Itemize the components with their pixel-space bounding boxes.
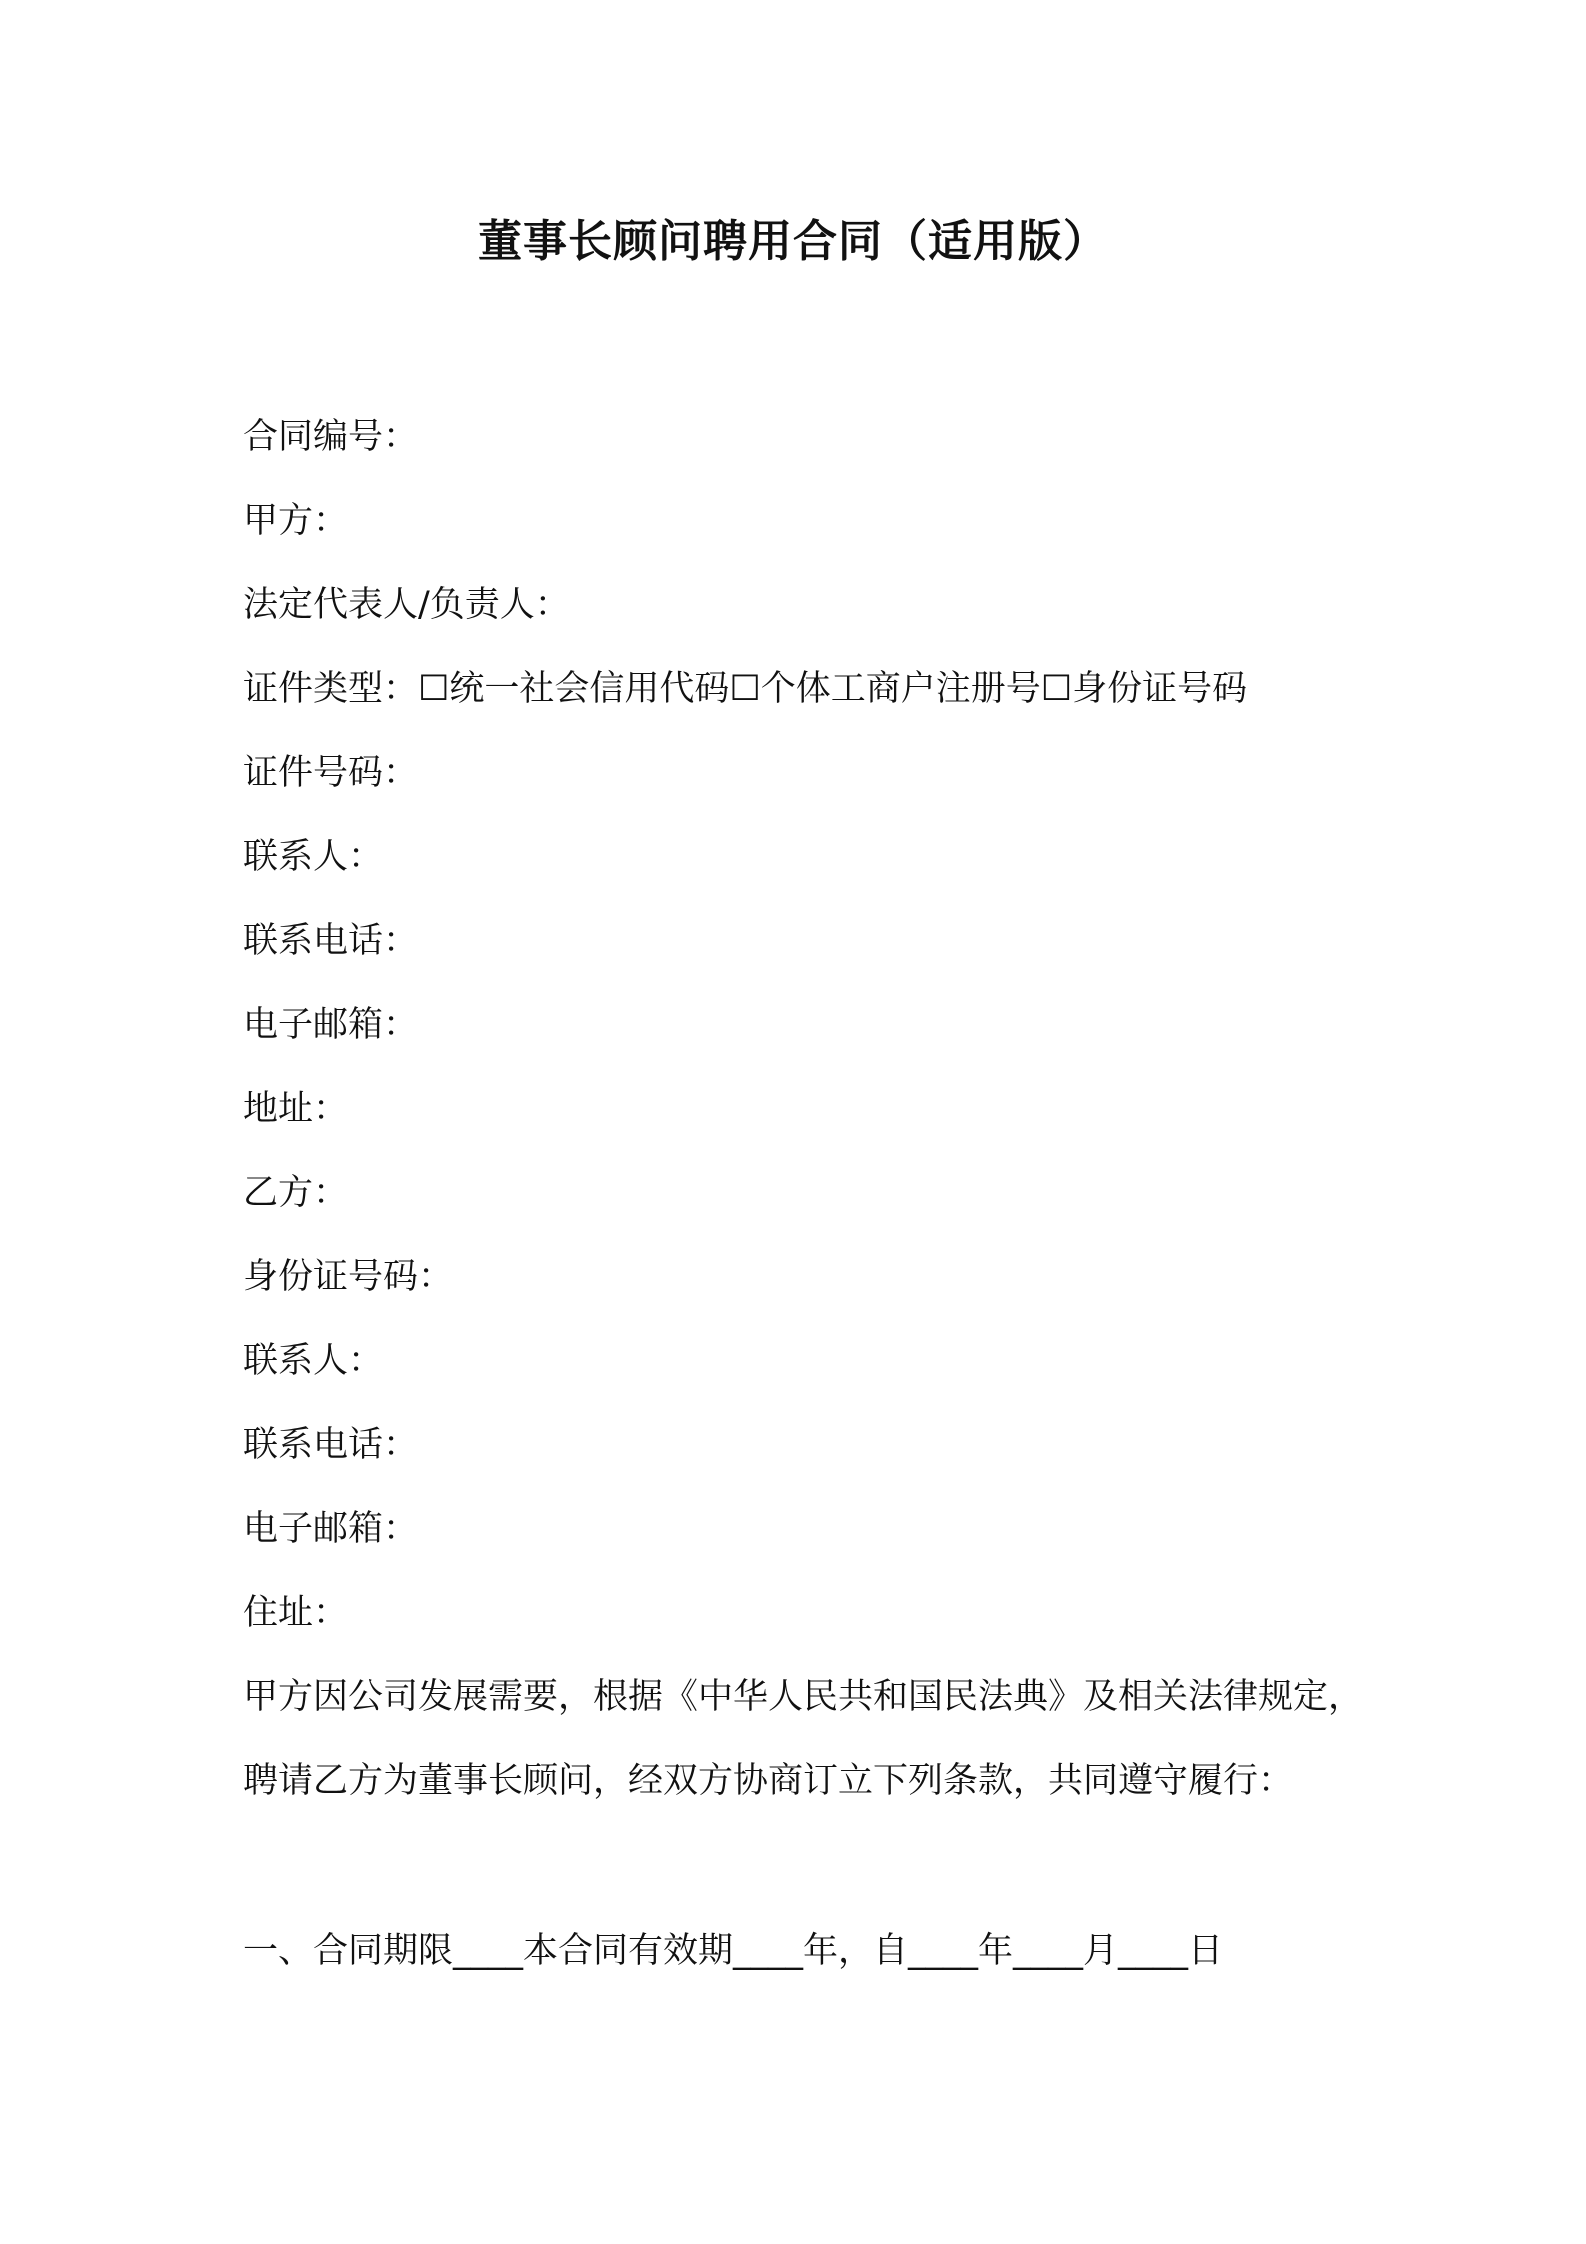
party-b-id-number-label: 身份证号码： xyxy=(243,1257,454,1297)
party-a-label: 甲方： xyxy=(243,501,349,541)
party-a-phone-label: 联系电话： xyxy=(243,921,419,961)
party-b-email-label: 电子邮箱： xyxy=(243,1509,419,1549)
party-b-phone-label: 联系电话： xyxy=(243,1425,419,1465)
legal-representative-label: 法定代表人/负责人： xyxy=(243,585,570,625)
id-type-options: 证件类型：☐统一社会信用代码☐个体工商户注册号☐身份证号码 xyxy=(243,669,1248,709)
party-a-address-label: 地址： xyxy=(243,1089,349,1129)
intro-paragraph: 甲方因公司发展需要，根据《中华人民共和国民法典》及相关法律规定，聘请乙方为董事长顾问，经双方协商订立下列条款，共同遵守履行： xyxy=(243,1677,1364,1801)
document-title: 董事长顾问聘用合同（适用版） xyxy=(478,216,1108,267)
party-b-contact-label: 联系人： xyxy=(243,1341,384,1381)
party-a-contact-label: 联系人： xyxy=(243,837,384,877)
party-b-label: 乙方： xyxy=(243,1173,349,1213)
party-a-email-label: 电子邮箱： xyxy=(243,1005,419,1045)
id-number-label: 证件号码： xyxy=(243,753,419,793)
contract-number-label: 合同编号： xyxy=(243,417,419,457)
clause-contract-term: 一、合同期限____本合同有效期____年，自____年____月____日 xyxy=(243,1931,1224,1971)
party-b-residence-label: 住址： xyxy=(243,1593,349,1633)
